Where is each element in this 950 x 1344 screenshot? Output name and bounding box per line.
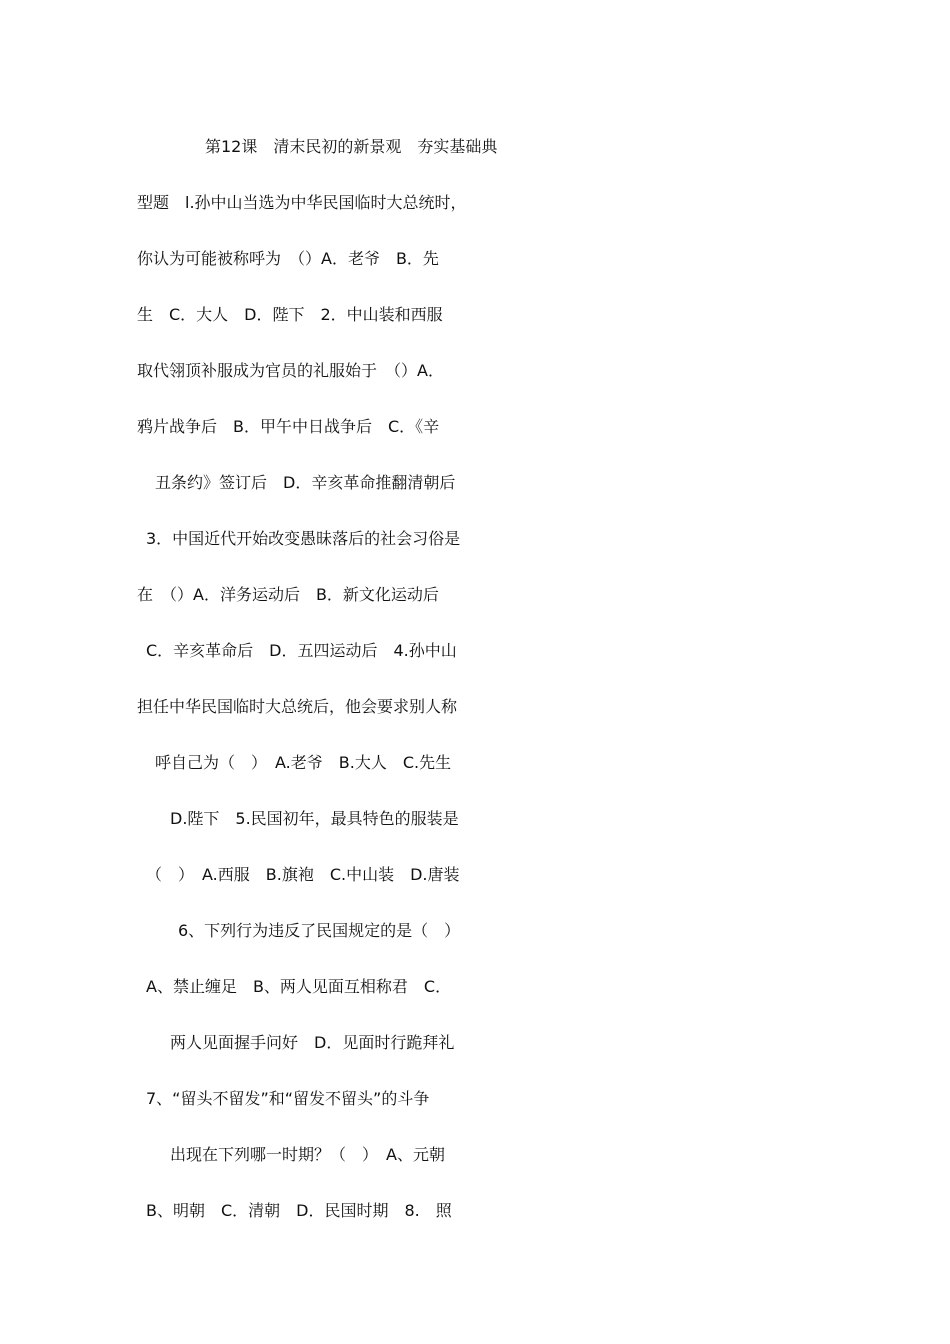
text-line: 生 C．大人 D．陛下 2．中山装和西服 (137, 305, 443, 324)
text-line: D.陛下 5.民国初年，最具特色的服装是 (170, 809, 459, 828)
text-line: 第12课 清末民初的新景观 夯实基础典 (205, 137, 498, 156)
text-line: 鸦片战争后 B．甲午中日战争后 C．《辛 (137, 417, 440, 436)
text-line: C．辛亥革命后 D．五四运动后 4.孙中山 (146, 641, 457, 660)
text-line: 你认为可能被称呼为 （）A．老爷 B．先 (137, 249, 439, 268)
text-line: （ ） A.西服 B.旗袍 C.中山装 D.唐装 (146, 865, 460, 884)
text-line: 7、“留头不留发”和“留发不留头”的斗争 (146, 1089, 430, 1108)
text-line: 型题 l.孙中山当选为中华民国临时大总统时， (137, 193, 467, 212)
text-line: 出现在下列哪一时期？（ ） A、元朝 (170, 1145, 445, 1164)
text-line: A、禁止缠足 B、两人见面互相称君 C． (146, 977, 452, 996)
text-line: 取代翎顶补服成为官员的礼服始于 （）A． (137, 361, 444, 380)
text-line: 在 （）A．洋务运动后 B．新文化运动后 (137, 585, 439, 604)
text-line: 担任中华民国临时大总统后，他会要求别人称 (137, 697, 458, 716)
text-line: 两人见面握手问好 D．见面时行跪拜礼 (170, 1033, 455, 1052)
text-line: 3．中国近代开始改变愚昧落后的社会习俗是 (146, 529, 461, 548)
text-line: 6、下列行为违反了民国规定的是（ ） (178, 921, 461, 940)
text-line: 丑条约》签订后 D．辛亥革命推翻清朝后 (155, 473, 456, 492)
text-line: B、明朝 C．清朝 D．民国时期 8. 照 (146, 1201, 452, 1220)
text-line: 呼自己为（ ） A.老爷 B.大人 C.先生 (155, 753, 452, 772)
